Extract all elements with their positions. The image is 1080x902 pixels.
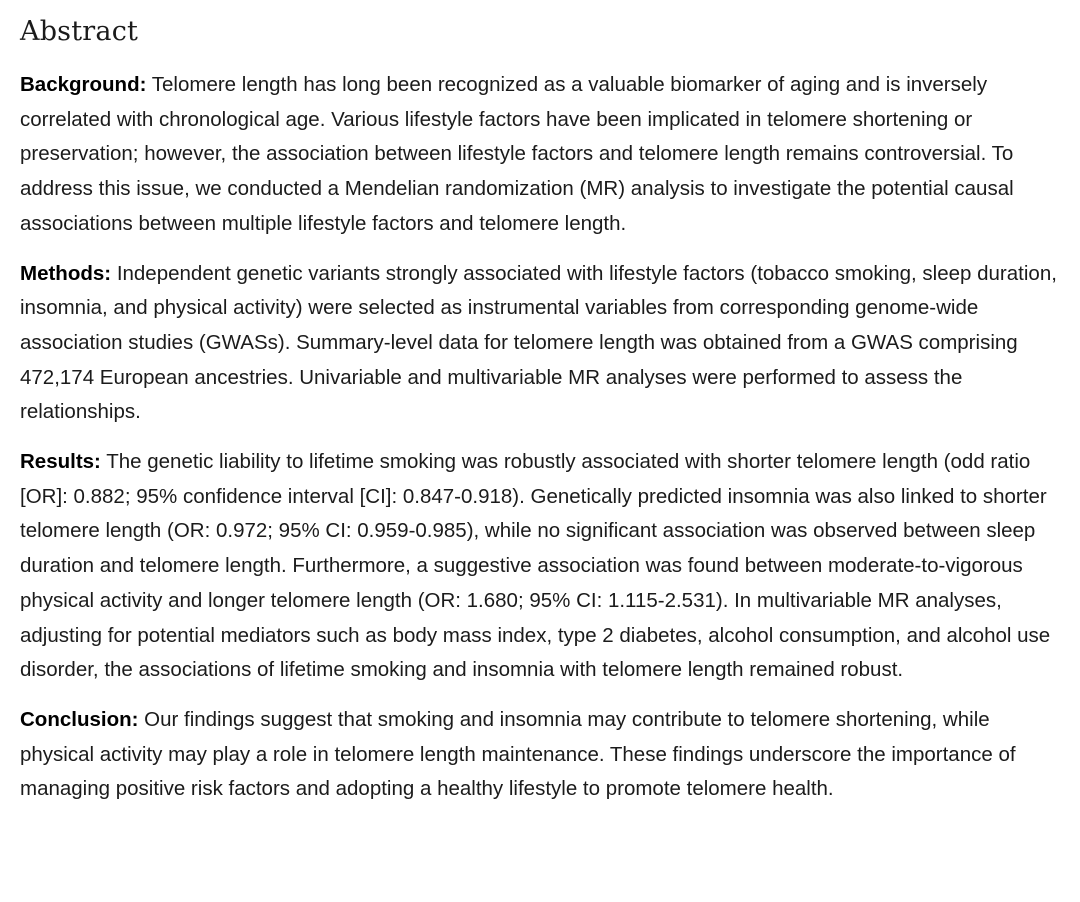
background-label: Background:: [20, 73, 147, 96]
results-text: The genetic liability to lifetime smoking was robustly associated with shorter telomere length (odd ratio [OR]: 0.882; 95% confidence interval [CI]: 0.847-0.918). Genetically predicted insomnia was also linked to shorter telomere length (OR: 0.972; 95% CI: 0.959-0.985), while no significant association was observed between sleep duration and telomere length. Furthermore, a suggestive association was found between moderate-to-vigorous physical activity and longer telomere length (OR: 1.680; 95% CI: 1.115-2.531). In multivariable MR analyses, adjusting for potential mediators such as body mass index, type 2 diabetes, alcohol consumption, and alcohol use disorder, the associations of lifetime smoking and insomnia with telomere length remained robust.: [20, 450, 1051, 682]
results-label: Results:: [20, 450, 101, 474]
results-section: [20, 445, 1060, 688]
methods-section: [20, 257, 1060, 431]
methods-text: Independent genetic variants strongly associated with lifestyle factors (tobacco smoking, sleep duration, insomnia, and physical activity) were selected as instrumental variables from corresponding genome-wide association studies (GWASs). Summary-level data for telomere length was obtained from a GWAS comprising 472,174 European ancestries. Univariable and multivariable MR analyses were performed to assess the relationships.: [20, 261, 1057, 424]
methods-label: Methods:: [20, 261, 112, 285]
abstract: [20, 0, 1060, 822]
abstract-title: Abstract: [20, 16, 139, 47]
background-section: [20, 68, 1060, 242]
conclusion-label: Conclusion:: [20, 707, 139, 731]
conclusion-text: Our findings suggest that smoking and insomnia may contribute to telomere shortening, while physical activity may play a role in telomere length maintenance. These findings underscore the importance of managing positive risk factors and adopting a healthy lifestyle to promote telomere health.: [20, 707, 1016, 801]
conclusion-section: [20, 703, 1060, 807]
background-text: Telomere length has long been recognized as a valuable biomarker of aging and is inversely correlated with chronological age. Various lifestyle factors have been implicated in telomere shortening or preservation; however, the association between lifestyle factors and telomere length remains controversial. To address this issue, we conducted a Mendelian randomization (MR) analysis to investigate the potential causal associations between multiple lifestyle factors and telomere length.: [20, 73, 1014, 235]
